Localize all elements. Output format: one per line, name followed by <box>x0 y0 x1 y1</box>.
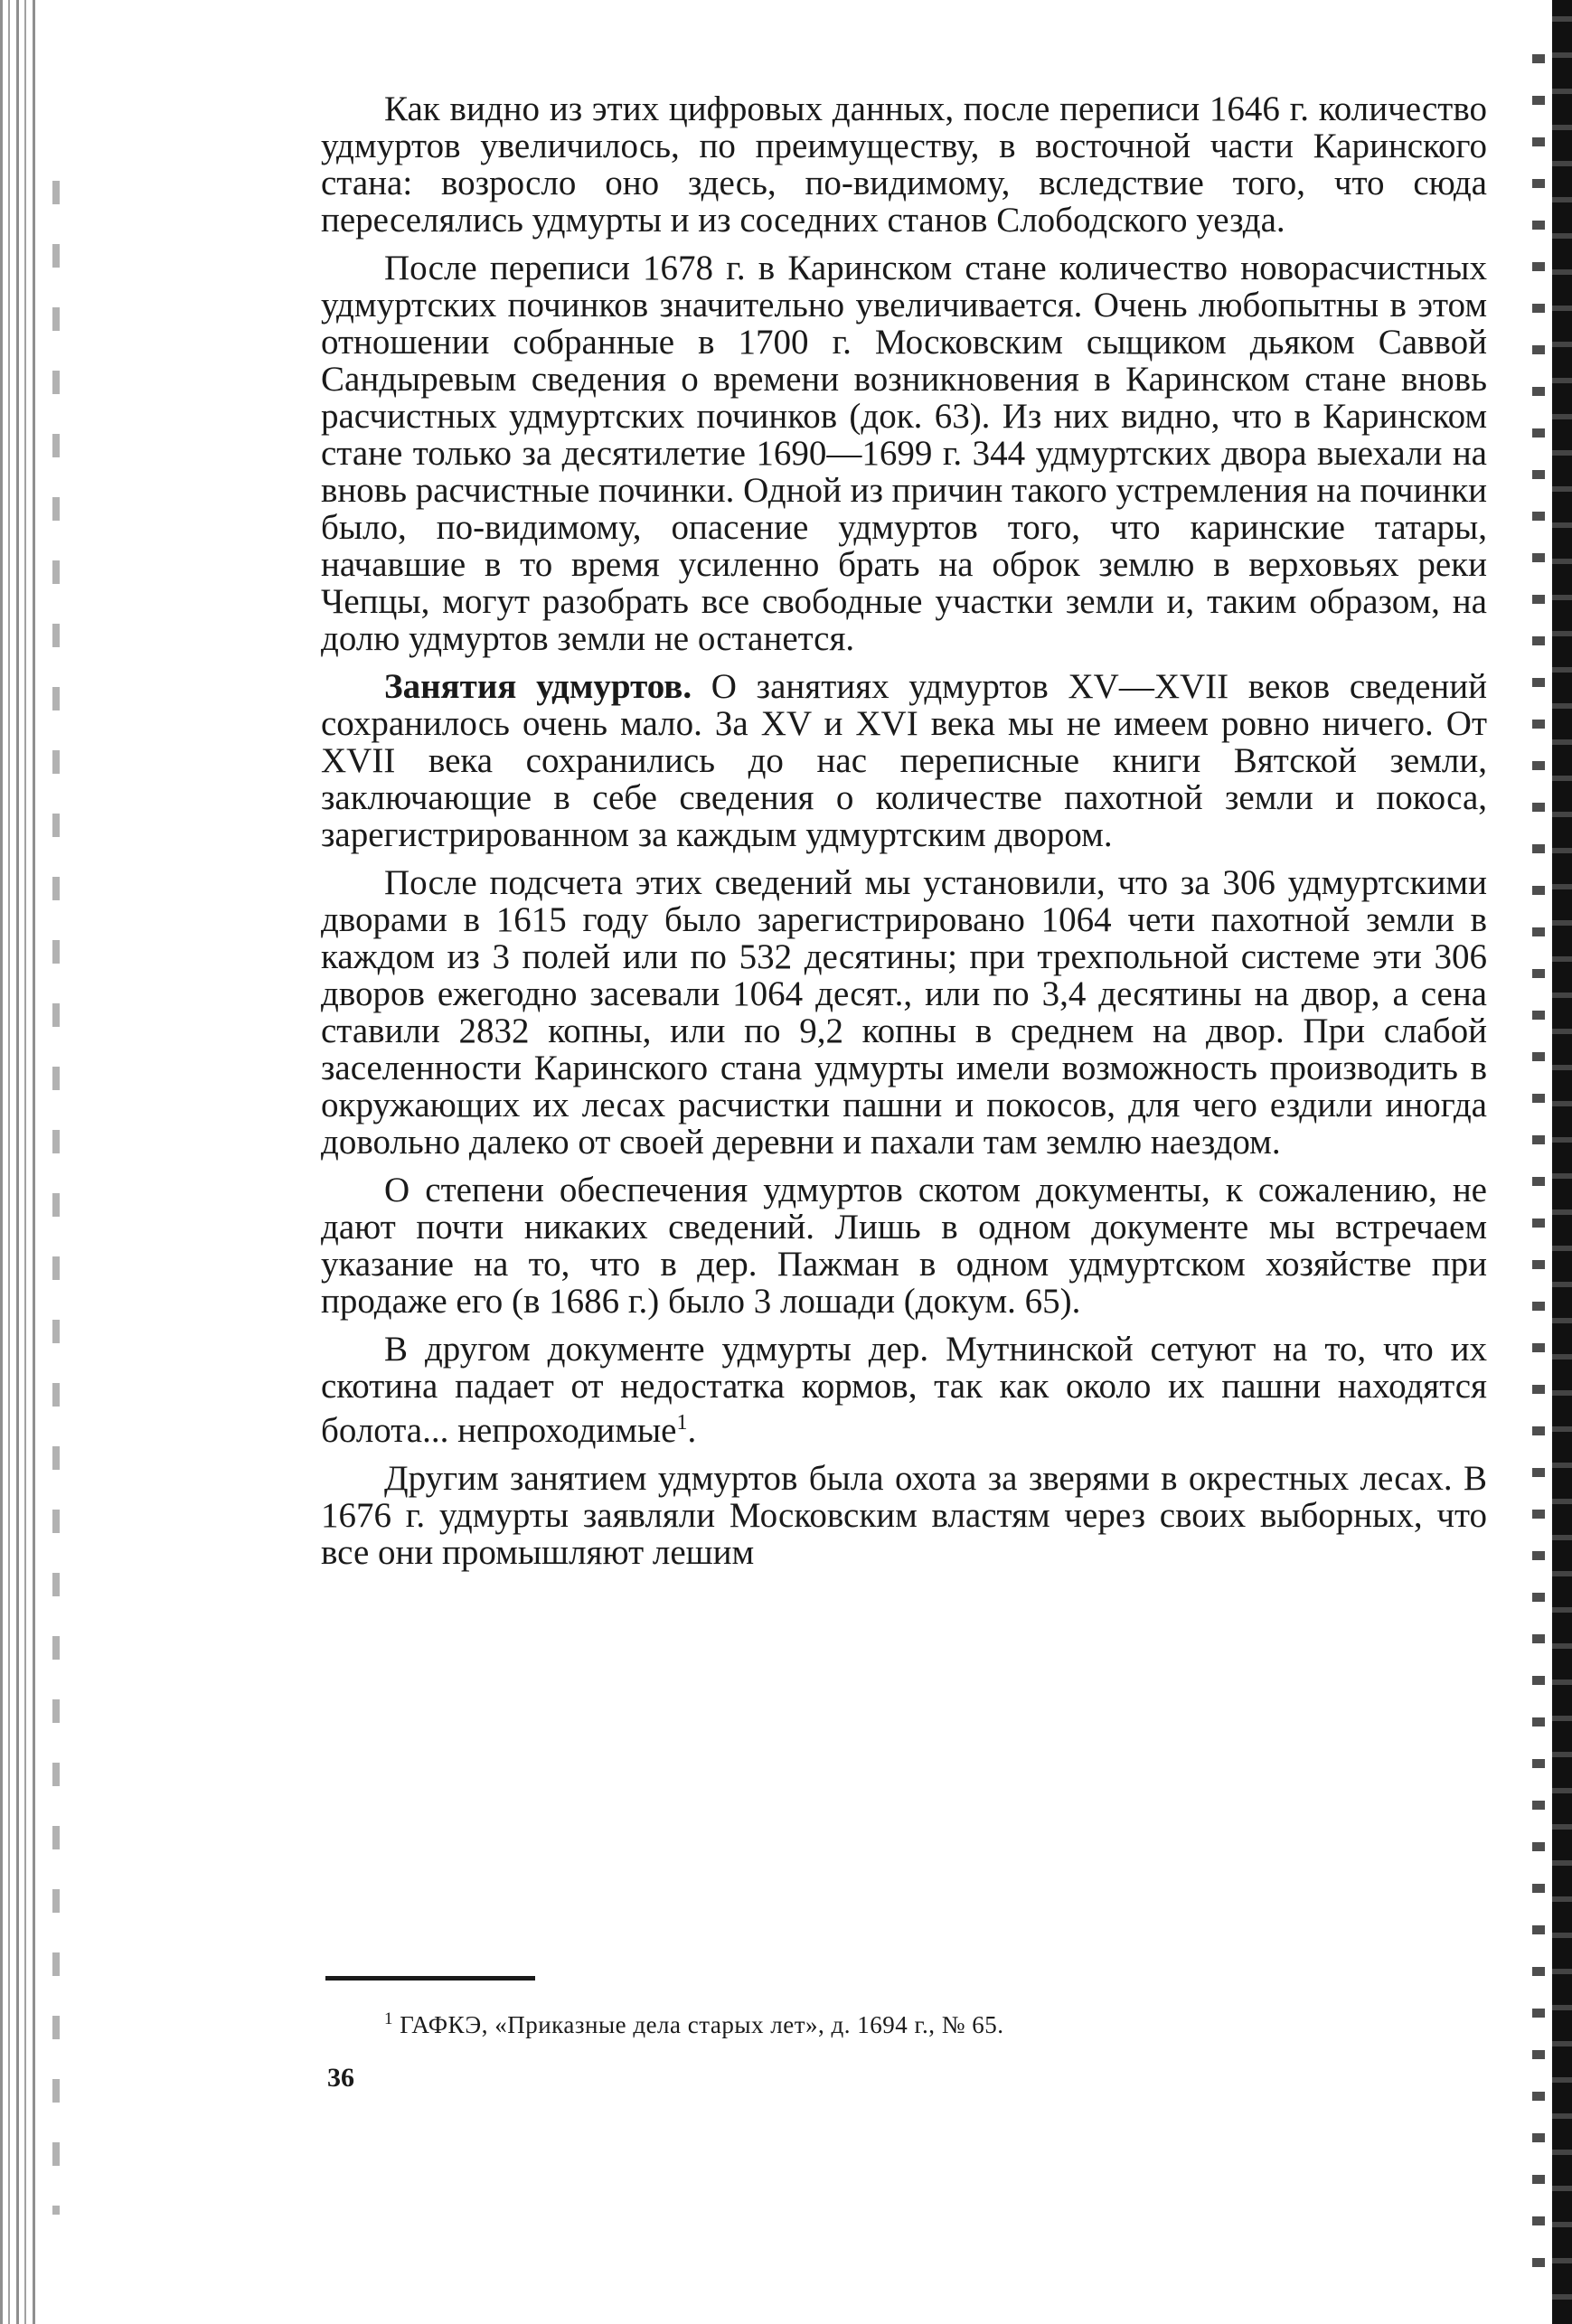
paragraph-1 <box>321 90 1487 239</box>
paragraph-text: Как видно из этих цифровых данных, после переписи 1646 г. количество удмуртов увеличилось, по преимуществу, в восточной части Каринского стана: возросло оно здесь, по-видимому, вследствие того, что сюда переселялись удмурты и из соседних станов Слободского уезда. <box>321 89 1487 240</box>
scan-edge-right-marks <box>1532 54 1545 2287</box>
footnote-mark: 1 <box>384 2009 393 2028</box>
footnote-reference: 1 <box>676 1411 688 1435</box>
footnote-text: ГАФКЭ, «Приказные дела старых лет», д. 1694 г., № 65. <box>400 2011 1004 2038</box>
paragraph-text: Другим занятием удмуртов была охота за зверями в окрестных лесах. В 1676 г. удмурты заявляли Московским властям через своих выборных, что все они промышляют лешим <box>321 1459 1487 1572</box>
paragraph-text: О степени обеспечения удмуртов скотом документы, к сожалению, не дают почти никаких сведений. Лишь в одном документе мы встречаем указание на то, что в дер. Пажман в одном удмуртском хозяйстве при продаже его (в 1686 г.) было 3 лошади (докум. 65). <box>321 1171 1487 1321</box>
paragraph-4 <box>321 864 1487 1161</box>
page-body <box>321 90 1487 1582</box>
section-heading: Занятия удмуртов. <box>384 667 692 706</box>
paragraph-text: После переписи 1678 г. в Каринском стане количество новорасчистных удмуртских починков значительно увеличивается. Очень любопытны в этом отношении собранные в 1700 г. Московским сыщиком дьяком Саввой Сандыревым сведения о времени возникновения в Каринском стане вновь расчистных удмуртских починков (док. 63). Из них видно, что в Каринском стане только за десятилетие 1690—1699 г. 344 удмуртских двора выехали на вновь расчистные починки. Одной из причин такого устремления на починки было, по-видимому, опасение удмуртов того, что каринские татары, начавшие в то время усиленно брать на оброк землю в верховьях реки Чепцы, могут разобрать все свободные участки земли и, таким образом, на долю удмуртов земли не останется. <box>321 249 1488 658</box>
footnote <box>384 2005 1469 2039</box>
page-number: 36 <box>327 2063 354 2093</box>
paragraph-5 <box>321 1171 1487 1320</box>
paragraph-7 <box>321 1460 1487 1571</box>
paragraph-tail: . <box>687 1411 697 1450</box>
scan-edge-left <box>0 0 36 2324</box>
paragraph-2 <box>321 249 1487 657</box>
scan-edge-left-marks <box>52 181 60 2215</box>
paragraph-text: После подсчета этих сведений мы установили, что за 306 удмуртскими дворами в 1615 году было зарегистрировано 1064 чети пахотной земли в каждом из 3 полей или по 532 десятины; при трехпольной системе эти 306 дворов ежегодно засевали 1064 десят., или по 3,4 десятины на двор, а сена ставили 2832 копны, или по 9,2 копны в среднем на двор. При слабой заселенности Каринского стана удмурты имели возможность производить в окружающих их лесах расчистки пашни и покосов, для чего ездили иногда довольно далеко от своей деревни и пахали там землю наездом. <box>321 863 1487 1162</box>
paragraph-text: В другом документе удмурты дер. Мутнинской сетуют на то, что их скотина падает от недостатка кормов, так как около их пашни находятся болота... непроходимые <box>321 1330 1487 1450</box>
paragraph-text: О занятиях удмуртов XV—XVII веков сведений сохранилось очень мало. За XV и XVI века мы не имеем ровно ничего. От XVII века сохранились до нас переписные книги Вятской земли, заключающие в себе сведения о количестве пахотной земли и покоса, зарегистрированном за каждым удмуртским двором. <box>321 667 1487 854</box>
footnote-divider <box>325 1976 535 1981</box>
paragraph-3 <box>321 668 1487 853</box>
paragraph-6 <box>321 1331 1487 1449</box>
scan-edge-right <box>1552 0 1572 2324</box>
